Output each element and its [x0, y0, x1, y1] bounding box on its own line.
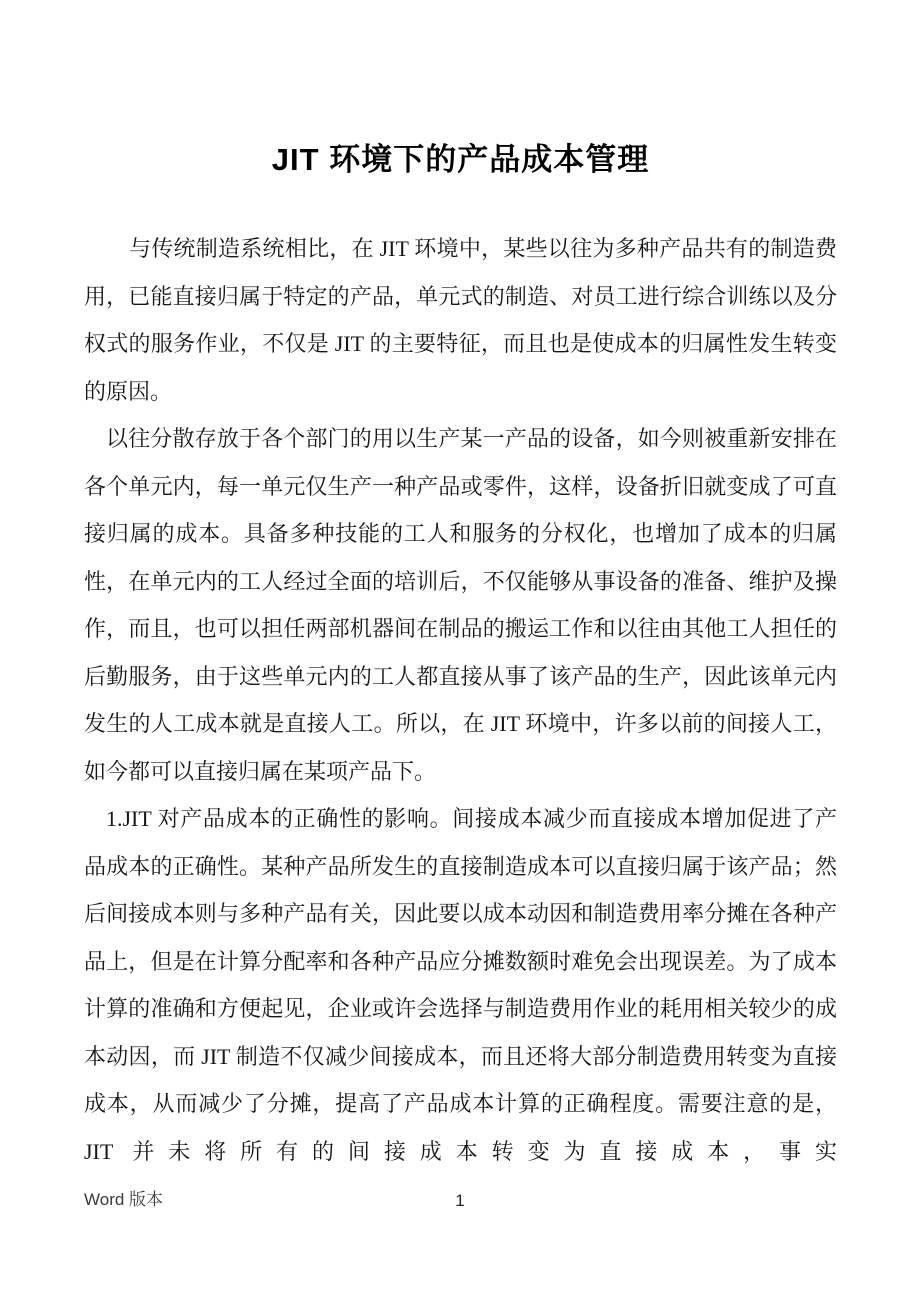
- footer-version-label: Word 版本: [84, 1190, 164, 1209]
- document-title: JIT 环境下的产品成本管理: [271, 142, 650, 177]
- footer-page-number: 1: [455, 1191, 465, 1210]
- paragraph-equipment-cells: 以往分散存放于各个部门的用以生产某一产品的设备，如今则被重新安排在各个单元内，每一单元仅生产一种产品或零件，这样，设备折旧就变成了可直接归属的成本。具备多种技能的工人和服务的分权化，也增加了成本的归属性，在单元内的工人经过全面的培训后，不仅能够从事设备的准备、维护及操作，而且，也可以担任两部机器间在制品的搬运工作和以往由其他工人担任的后勤服务，由于这些单元内的工人都直接从事了该产品的生产，因此该单元内发生的人工成本就是直接人工。所以，在 JIT 环境中，许多以前的间接人工，如今都可以直接归属在某项产品下。: [84, 426, 837, 784]
- paragraph-jit-cost-accuracy: 1.JIT 对产品成本的正确性的影响。间接成本减少而直接成本增加促进了产品成本的正确性。某种产品所发生的直接制造成本可以直接归属于该产品；然后间接成本则与多种产品有关，因此要以成本动因和制造费用率分摊在各种产品上，但是在计算分配率和各种产品应分摊数额时难免会出现误差。为了成本计算的准确和方便起见，企业或许会选择与制造费用作业的耗用相关较少的成本动因，而 JIT 制造不仅减少间接成本，而且还将大部分制造费用转变为直接成本，从而减少了分摊，提高了产品成本计算的正确程度。需要注意的是，JIT 并未将所有的间接成本转变为直接成本，事实: [84, 806, 837, 1164]
- paragraph-intro: 与传统制造系统相比，在 JIT 环境中，某些以往为多种产品共有的制造费用，已能直接归属于特定的产品，单元式的制造、对员工进行综合训练以及分权式的服务作业，不仅是 JIT 的主要特征，而且也是使成本的归属性发生转变的原因。: [84, 236, 837, 404]
